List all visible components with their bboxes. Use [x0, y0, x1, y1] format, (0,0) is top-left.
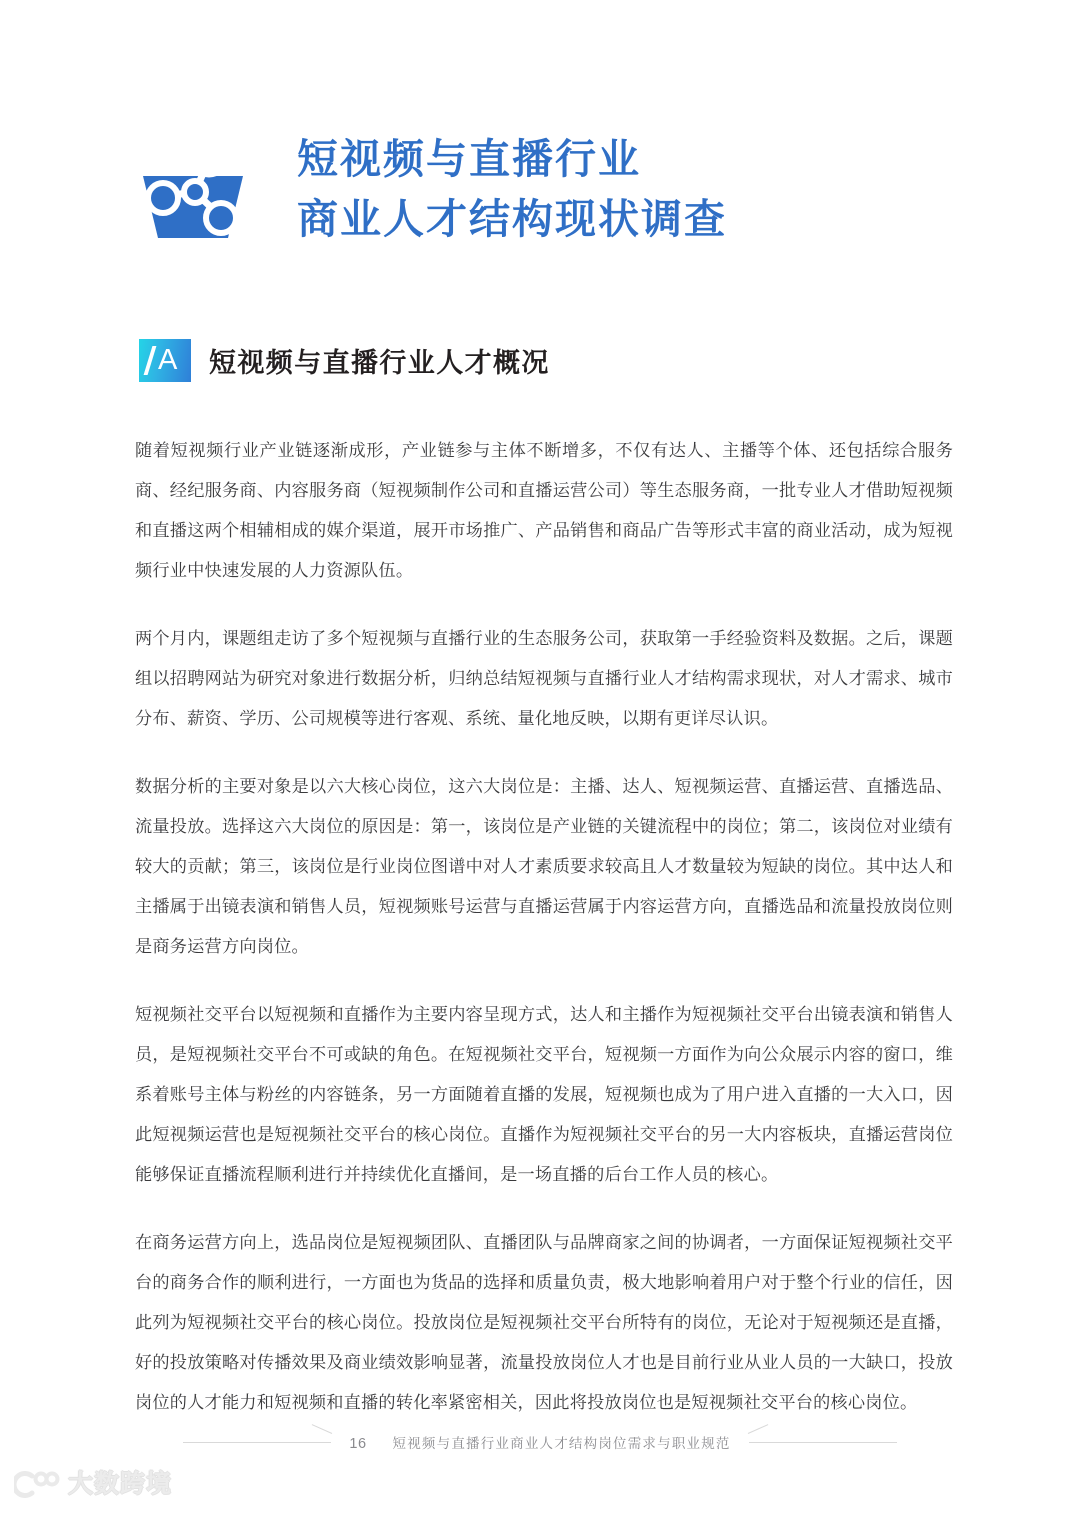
paragraph: 在商务运营方向上，选品岗位是短视频团队、直播团队与品牌商家之间的协调者，一方面保证短视频社交平台的商务合作的顺利进行，一方面也为货品的选择和质量负责，极大地影响着用户对于整个行业的信任，因此列为短视频社交平台的核心岗位。投放岗位是短视频社交平台所特有的岗位，无论对于短视频还是直播，好的投放策略对传播效果及商业绩效影响显著，流量投放岗位人才也是目前行业从业人员的一大缺口，投放岗位的人才能力和短视频和直播的转化率紧密相关，因此将投放岗位也是短视频社交平台的核心岗位。	[135, 1232, 953, 1412]
paragraph: 两个月内，课题组走访了多个短视频与直播行业的生态服务公司，获取第一手经验资料及数据。之后，课题组以招聘网站为研究对象进行数据分析，归纳总结短视频与直播行业人才结构需求现状，对人才需求、城市分布、薪资、学历、公司规模等进行客观、系统、量化地反映，以期有更详尽认识。	[135, 628, 953, 728]
paragraph: 短视频社交平台以短视频和直播作为主要内容呈现方式，达人和主播作为短视频社交平台出镜表演和销售人员，是短视频社交平台不可或缺的角色。在短视频社交平台，短视频一方面作为向公众展示内容的窗口，维系着账号主体与粉丝的内容链条，另一方面随着直播的发展，短视频也成为了用户进入直播的一大入口，因此短视频运营也是短视频社交平台的核心岗位。直播作为短视频社交平台的另一大内容板块，直播运营岗位能够保证直播流程顺利进行并持续优化直播间，是一场直播的后台工作人员的核心。	[135, 1004, 953, 1184]
footer-content	[331, 1432, 748, 1452]
section-badge-a	[139, 339, 191, 382]
masthead	[133, 128, 727, 246]
masthead-title-line-1: 短视频与直播行业	[297, 136, 641, 182]
paragraph: 随着短视频行业产业链逐渐成形，产业链参与主体不断增多，不仅有达人、主播等个体、还包括综合服务商、经纪服务商、内容服务商（短视频制作公司和直播运营公司）等生态服务商，一批专业人才借助短视频和直播这两个相辅相成的媒介渠道，展开市场推广、产品销售和商品广告等形式丰富的商业活动，成为短视频行业中快速发展的人力资源队伍。	[135, 440, 953, 580]
badge-slash-icon	[144, 346, 157, 375]
footer-rule-right	[749, 1442, 897, 1443]
masthead-title	[297, 128, 727, 246]
dashu-kuajing-logo-icon	[14, 1466, 60, 1502]
watermark-text: 大数跨境	[68, 1469, 173, 1498]
footer-running-title: 短视频与直播行业商业人才结构岗位需求与职业规范	[392, 1436, 731, 1451]
footer-rule-left	[183, 1442, 331, 1443]
network-basket-logo-icon	[133, 134, 253, 244]
footer-page-number: 16	[349, 1436, 367, 1452]
body-copy	[135, 430, 953, 1422]
watermark	[14, 1466, 172, 1502]
section-title: 短视频与直播行业人才概况	[209, 348, 550, 378]
paragraph: 数据分析的主要对象是以六大核心岗位，这六大岗位是：主播、达人、短视频运营、直播运营、直播选品、流量投放。选择这六大岗位的原因是：第一，该岗位是产业链的关键流程中的岗位；第二，该岗位对业绩有较大的贡献；第三，该岗位是行业岗位图谱中对人才素质要求较高且人才数量较为短缺的岗位。其中达人和主播属于出镜表演和销售人员，短视频账号运营与直播运营属于内容运营方向，直播选品和流量投放岗位则是商务运营方向岗位。	[135, 776, 953, 956]
page-footer	[0, 1432, 1080, 1452]
badge-letter: A	[158, 344, 178, 376]
masthead-title-line-2: 商业人才结构现状调查	[297, 196, 727, 243]
section-heading	[139, 339, 550, 382]
